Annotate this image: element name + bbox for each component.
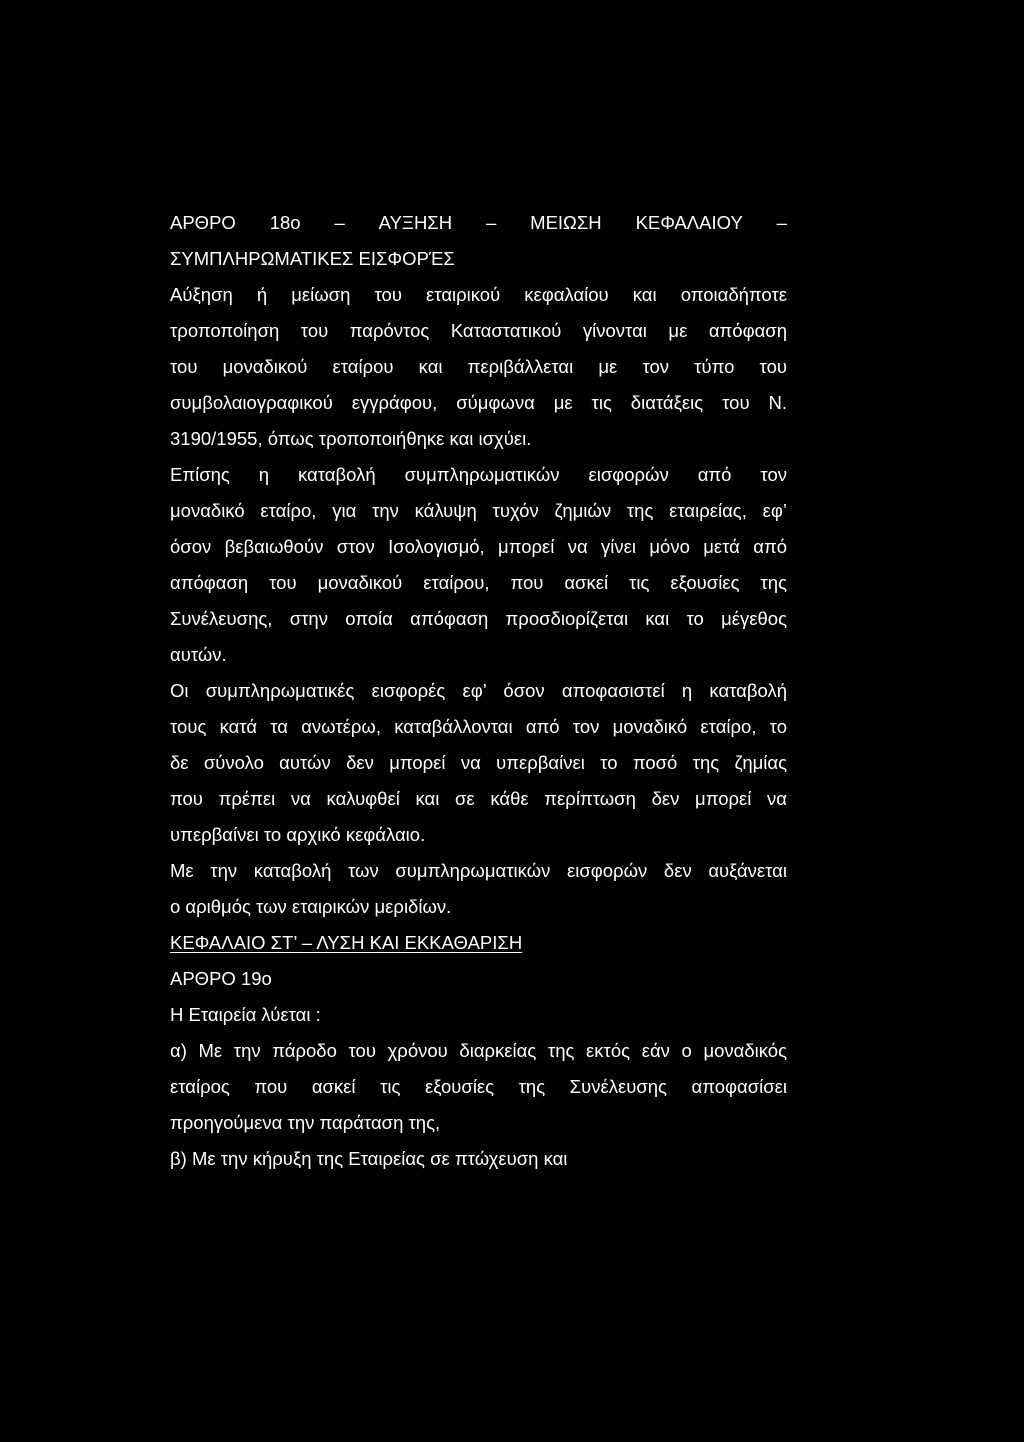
paragraph-line <box>170 673 787 709</box>
paragraph-line <box>170 781 787 817</box>
line-text: 3190/1955, όπως τροποποιήθηκε και ισχύει. <box>170 428 532 449</box>
heading-word: ΑΡΘΡΟ <box>170 212 236 233</box>
paragraph-line <box>170 853 787 889</box>
heading-word: – <box>776 212 787 233</box>
line-text: εταίρος που ασκεί τις εξουσίες της Συνέλευσης αποφασίσει <box>170 1076 787 1097</box>
paragraph-line <box>170 313 787 349</box>
paragraph-line <box>170 1033 787 1069</box>
line-text: που πρέπει να καλυφθεί και σε κάθε περίπτωση δεν μπορεί να <box>170 788 787 809</box>
line-text: του μοναδικού εταίρου και περιβάλλεται με τον τύπο του <box>170 356 787 377</box>
chapter-heading <box>170 925 787 961</box>
heading-word: – <box>485 212 497 233</box>
paragraph-line <box>170 529 787 565</box>
paragraph-line <box>170 1105 787 1141</box>
line-text: μοναδικό εταίρο, για την κάλυψη τυχόν ζημιών της εταιρείας, εφ’ <box>170 500 787 521</box>
heading-word: ΜΕΙΩΣΗ <box>530 212 602 233</box>
paragraph-line <box>170 1069 787 1105</box>
line-text: τους κατά τα ανωτέρω, καταβάλλονται από τον μοναδικό εταίρο, το <box>170 716 787 737</box>
article-19-heading <box>170 961 787 997</box>
line-text: β) Με την κήρυξη της Εταιρείας σε πτώχευση και <box>170 1148 568 1169</box>
line-text: Συνέλευσης, στην οποία απόφαση προσδιορίζεται και το μέγεθος <box>170 608 787 629</box>
line-text: υπερβαίνει το αρχικό κεφάλαιο. <box>170 824 426 845</box>
paragraph-line <box>170 709 787 745</box>
heading-word: ΑΥΞΗΣΗ <box>378 212 453 233</box>
article-18-paragraph-4 <box>170 853 787 925</box>
paragraph-line <box>170 745 787 781</box>
paragraph-line <box>170 493 787 529</box>
line-text: αυτών. <box>170 644 227 665</box>
paragraph-line <box>170 637 787 673</box>
paragraph-line <box>170 421 787 457</box>
heading-word: ΚΕΦΑΛΑΙΟΥ <box>635 212 743 233</box>
article-18-heading-line-2 <box>170 241 787 277</box>
heading-word: – <box>334 212 345 233</box>
heading-text: ΑΡΘΡΟ 19ο <box>170 968 272 989</box>
chapter-heading-text: ΚΕΦΑΛΑΙΟ ΣΤ’ – ΛΥΣΗ ΚΑΙ ΕΚΚΑΘΑΡΙΣΗ <box>170 932 523 953</box>
line-text: απόφαση του μοναδικού εταίρου, που ασκεί τις εξουσίες της <box>170 572 787 593</box>
article-19-intro <box>170 997 787 1033</box>
line-text: δε σύνολο αυτών δεν μπορεί να υπερβαίνει το ποσό της ζημίας <box>170 752 787 773</box>
heading-text: ΣΥΜΠΛΗΡΩΜΑΤΙΚΕΣ ΕΙΣΦΟΡΈΣ <box>170 248 455 269</box>
intro-text: Η Εταιρεία λύεται : <box>170 1004 321 1025</box>
paragraph-line <box>170 277 787 313</box>
line-text: Επίσης η καταβολή συμπληρωματικών εισφορών από τον <box>170 464 787 485</box>
line-text: όσον βεβαιωθούν στον Ισολογισμό, μπορεί να γίνει μόνο μετά από <box>170 536 787 557</box>
paragraph-line <box>170 565 787 601</box>
document-body <box>170 205 787 1177</box>
line-text: συμβολαιογραφικού εγγράφου, σύμφωνα με τις διατάξεις του Ν. <box>170 392 787 413</box>
line-text: τροποποίηση του παρόντος Καταστατικού γίνονται με απόφαση <box>170 320 787 341</box>
paragraph-line <box>170 385 787 421</box>
article-18-heading <box>170 205 787 241</box>
paragraph-line <box>170 601 787 637</box>
line-text: ο αριθμός των εταιρικών μεριδίων. <box>170 896 452 917</box>
line-text: Οι συμπληρωματικές εισφορές εφ’ όσον αποφασιστεί η καταβολή <box>170 680 787 701</box>
article-19-item-b <box>170 1141 787 1177</box>
article-18-paragraph-2 <box>170 457 787 673</box>
article-19-item-a <box>170 1033 787 1141</box>
paragraph-line <box>170 889 787 925</box>
line-text: α) Με την πάροδο του χρόνου διαρκείας της εκτός εάν ο μοναδικός <box>170 1040 787 1061</box>
paragraph-line <box>170 457 787 493</box>
paragraph-line <box>170 349 787 385</box>
line-text: προηγούμενα την παράταση της, <box>170 1112 441 1133</box>
paragraph-line <box>170 817 787 853</box>
article-18-paragraph-1 <box>170 277 787 457</box>
heading-word: 18ο <box>269 212 301 233</box>
article-18-paragraph-3 <box>170 673 787 853</box>
line-text: Αύξηση ή μείωση του εταιρικού κεφαλαίου και οποιαδήποτε <box>170 284 787 305</box>
line-text: Με την καταβολή των συμπληρωματικών εισφορών δεν αυξάνεται <box>170 860 787 881</box>
